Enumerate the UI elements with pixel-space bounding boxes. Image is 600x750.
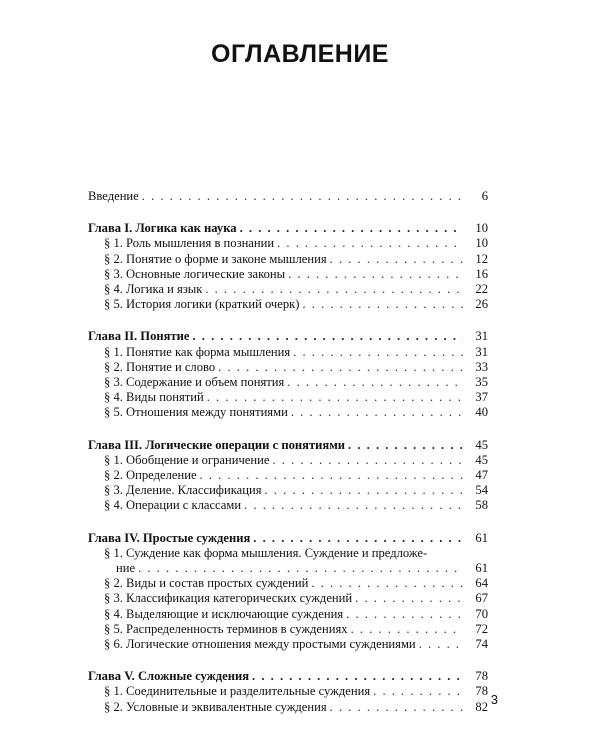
- toc-entry-page: 10: [475, 236, 488, 251]
- dot-leader: [253, 531, 463, 546]
- dot-leader: [287, 375, 463, 390]
- dot-leader: [330, 700, 463, 715]
- toc-section-2-5[interactable]: [88, 405, 488, 420]
- toc-section-label: § 4. Виды понятий: [104, 390, 204, 405]
- toc-section-3-2[interactable]: [88, 468, 488, 483]
- toc-entry-page: 12: [475, 251, 488, 266]
- toc-entry-page: 67: [475, 591, 488, 606]
- toc-chapter-label: Глава IV. Простые суждения: [88, 530, 251, 545]
- toc-section-label: § 4. Логика и язык: [104, 282, 203, 297]
- toc-section-3-3[interactable]: [88, 483, 488, 498]
- toc-entry-page: 61: [475, 561, 488, 576]
- dot-leader: [373, 684, 463, 699]
- toc-entry-page: 37: [475, 390, 488, 405]
- toc-section-2-3[interactable]: [88, 375, 488, 390]
- dot-leader: [355, 591, 463, 606]
- toc-section-3-1[interactable]: [88, 453, 488, 468]
- toc-section-2-1[interactable]: [88, 345, 488, 360]
- dot-leader: [244, 498, 463, 513]
- table-of-contents: [88, 189, 488, 715]
- toc-chapter-label: Глава III. Логические операции с понятиями: [88, 437, 346, 452]
- toc-chapter-1[interactable]: [88, 221, 488, 236]
- toc-section-4-3[interactable]: [88, 591, 488, 606]
- dot-leader: [252, 669, 463, 684]
- toc-entry-page: 58: [475, 498, 488, 513]
- toc-entry-page: 45: [475, 452, 488, 467]
- dot-leader: [218, 360, 463, 375]
- toc-section-label: § 1. Обобщение и ограничение: [104, 452, 270, 467]
- dot-leader: [302, 297, 463, 312]
- toc-section-1-2[interactable]: [88, 252, 488, 267]
- page-title: ОГЛАВЛЕНИЕ: [211, 40, 389, 68]
- toc-section-label: § 2. Понятие и слово: [104, 359, 216, 374]
- toc-section-4-1[interactable]: [88, 546, 488, 561]
- toc-entry-page: 72: [475, 621, 488, 636]
- toc-section-label: § 6. Логические отношения между простыми суждениями: [104, 637, 416, 652]
- toc-section-label: § 4. Выделяющие и исключающие суждения: [104, 606, 344, 621]
- toc-section-label: § 2. Понятие о форме и законе мышления: [104, 251, 327, 266]
- toc-entry-page: 47: [475, 468, 488, 483]
- toc-section-label: § 2. Виды и состав простых суждений: [104, 576, 309, 591]
- toc-section-label: § 3. Основные логические законы: [104, 266, 286, 281]
- toc-section-5-1[interactable]: [88, 684, 488, 699]
- toc-section-4-2[interactable]: [88, 576, 488, 591]
- toc-entry-page: 33: [475, 359, 488, 374]
- toc-section-1-4[interactable]: [88, 282, 488, 297]
- toc-chapter-4[interactable]: [88, 531, 488, 546]
- toc-entry-page: 61: [475, 530, 488, 545]
- dot-leader: [207, 390, 463, 405]
- toc-entry-page: 78: [475, 669, 488, 684]
- toc-section-label: § 1. Понятие как форма мышления: [104, 344, 291, 359]
- dot-leader: [142, 189, 463, 204]
- toc-chapter-5[interactable]: [88, 669, 488, 684]
- toc-entry-page: 35: [475, 375, 488, 390]
- toc-section-label: § 4. Операции с классами: [104, 498, 242, 513]
- toc-entry-page: 22: [475, 282, 488, 297]
- dot-leader: [351, 622, 463, 637]
- dot-leader: [291, 405, 463, 420]
- toc-section-label: § 3. Классификация категорических суждений: [104, 591, 353, 606]
- toc-section-label: § 5. Распределенность терминов в суждениях: [104, 621, 348, 636]
- dot-leader: [272, 453, 463, 468]
- toc-section-label-continued: ние: [116, 561, 136, 576]
- toc-entry-page: 45: [475, 437, 488, 452]
- toc-section-5-2[interactable]: [88, 700, 488, 715]
- toc-entry-page: 54: [475, 483, 488, 498]
- toc-entry-page: 10: [475, 221, 488, 236]
- toc-entry-intro[interactable]: [88, 189, 488, 204]
- toc-section-label: § 3. Содержание и объем понятия: [104, 375, 285, 390]
- toc-section-label: § 3. Деление. Классификация: [104, 483, 262, 498]
- toc-entry-page: 40: [475, 405, 488, 420]
- toc-section-label: § 1. Роль мышления в познании: [104, 236, 275, 251]
- page-number: 3: [490, 692, 498, 707]
- toc-entry-page: 31: [475, 329, 488, 344]
- toc-section-2-2[interactable]: [88, 360, 488, 375]
- dot-leader: [277, 236, 463, 251]
- toc-entry-page: 74: [475, 637, 488, 652]
- toc-entry-page: 31: [475, 344, 488, 359]
- toc-chapter-3[interactable]: [88, 438, 488, 453]
- toc-section-label: § 5. История логики (краткий очерк): [104, 297, 300, 312]
- toc-section-label: § 1. Суждение как форма мышления. Суждение и предложе-: [104, 545, 428, 560]
- toc-entry-page: 16: [475, 266, 488, 281]
- toc-entry-page: 26: [475, 297, 488, 312]
- toc-entry-page: 78: [475, 684, 488, 699]
- toc-entry-page: 70: [475, 606, 488, 621]
- toc-chapter-2[interactable]: [88, 329, 488, 344]
- toc-chapter-label: Глава V. Сложные суждения: [88, 669, 250, 684]
- toc-chapter-label: Глава II. Понятие: [88, 329, 190, 344]
- toc-section-1-1[interactable]: [88, 236, 488, 251]
- toc-section-label: § 1. Соединительные и разделительные суждения: [104, 684, 371, 699]
- dot-leader: [193, 329, 464, 344]
- toc-section-label: § 2. Условные и эквивалентные суждения: [104, 699, 327, 714]
- toc-section-4-1-continued[interactable]: [88, 561, 488, 576]
- toc-section-4-5[interactable]: [88, 622, 488, 637]
- dot-leader: [330, 252, 463, 267]
- dot-leader: [311, 576, 463, 591]
- toc-chapter-label: Глава I. Логика как наука: [88, 221, 237, 236]
- toc-section-4-4[interactable]: [88, 607, 488, 622]
- dot-leader: [346, 607, 463, 622]
- toc-entry-label: Введение: [88, 189, 139, 203]
- toc-entry-page: 6: [481, 189, 488, 203]
- toc-section-label: § 2. Определение: [104, 468, 197, 483]
- dot-leader: [288, 267, 463, 282]
- toc-section-3-4[interactable]: [88, 498, 488, 513]
- toc-section-2-4[interactable]: [88, 390, 488, 405]
- toc-entry-page: 82: [475, 699, 488, 714]
- dot-leader: [138, 561, 463, 576]
- toc-section-1-3[interactable]: [88, 267, 488, 282]
- toc-section-1-5[interactable]: [88, 297, 488, 312]
- dot-leader: [240, 221, 463, 236]
- dot-leader: [419, 637, 463, 652]
- dot-leader: [265, 483, 464, 498]
- toc-section-4-6[interactable]: [88, 637, 488, 652]
- dot-leader: [205, 282, 463, 297]
- dot-leader: [348, 438, 463, 453]
- dot-leader: [200, 468, 463, 483]
- toc-section-label: § 5. Отношения между понятиями: [104, 405, 288, 420]
- dot-leader: [293, 345, 463, 360]
- toc-entry-page: 64: [475, 576, 488, 591]
